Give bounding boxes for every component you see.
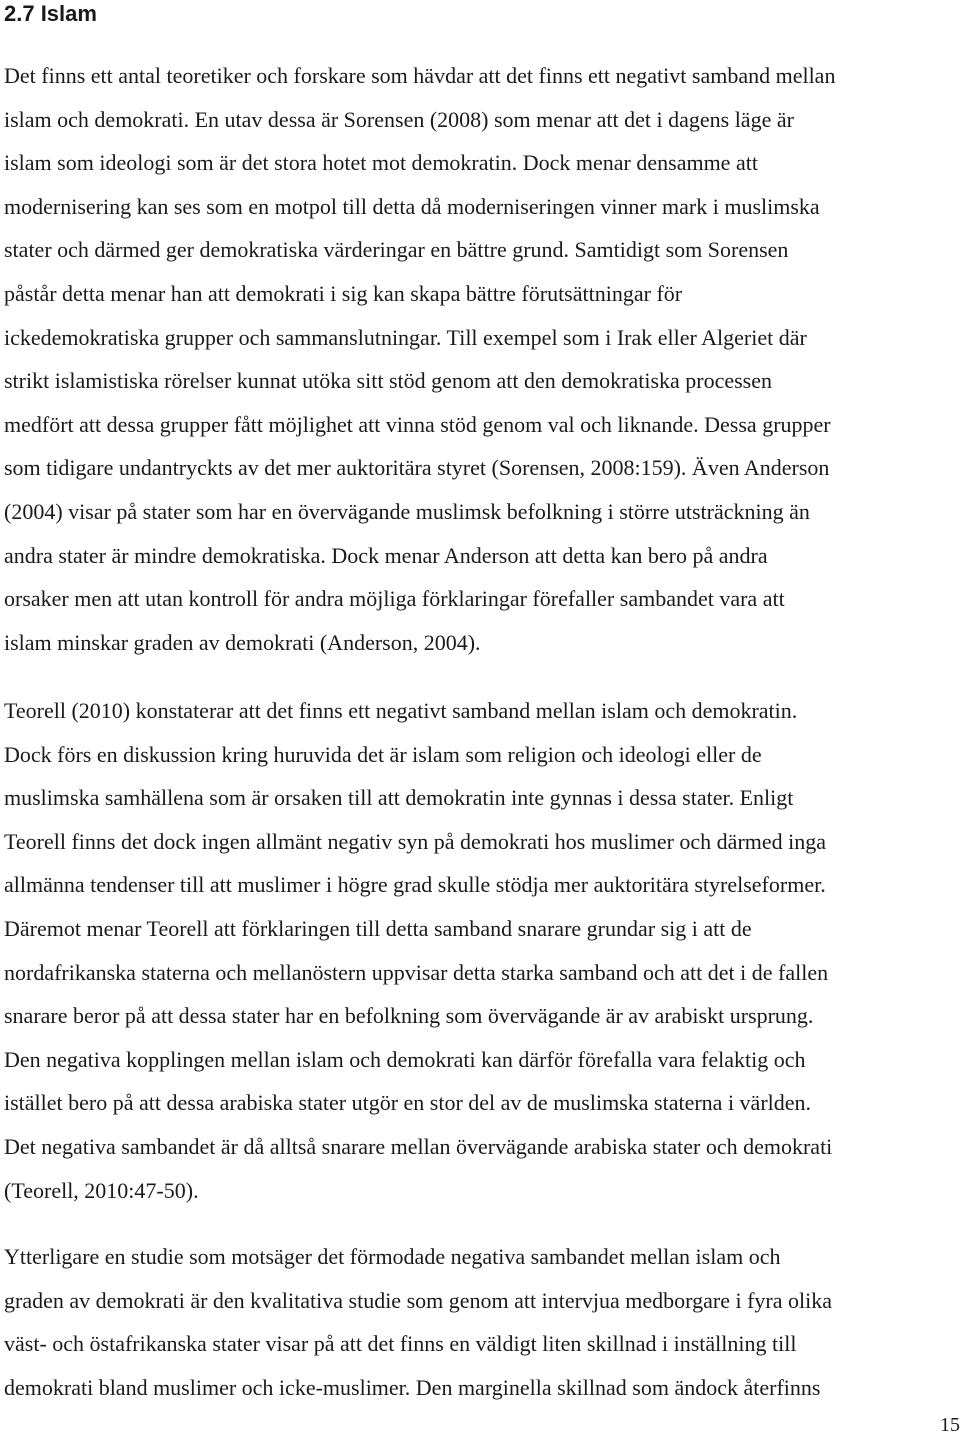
- paragraph-line: (Teorell, 2010:47-50).: [4, 1177, 199, 1203]
- paragraph-line: påstår detta menar han att demokrati i sig kan skapa bättre förutsättningar för: [4, 280, 683, 306]
- paragraph-line: islam och demokrati. En utav dessa är Sorensen (2008) som menar att det i dagens läge är: [4, 106, 794, 132]
- paragraph-line: modernisering kan ses som en motpol till detta då moderniseringen vinner mark i muslimska: [4, 193, 820, 219]
- paragraph-line: Ytterligare en studie som motsäger det förmodade negativa sambandet mellan islam och: [4, 1244, 781, 1269]
- paragraph-line: Den negativa kopplingen mellan islam och demokrati kan därför förefalla vara felaktig och: [4, 1046, 806, 1072]
- page-number: 15: [940, 1414, 960, 1436]
- paragraph-line: (2004) visar på stater som har en övervägande muslimsk befolkning i större utsträckning än: [4, 498, 810, 524]
- paragraph-line: Det negativa sambandet är då alltså snarare mellan övervägande arabiska stater och demokrati: [4, 1133, 833, 1159]
- paragraph-line: Däremot menar Teorell att förklaringen till detta samband snarare grundar sig i att de: [4, 915, 752, 941]
- paragraph-line: Det finns ett antal teoretiker och forskare som hävdar att det finns ett negativt samband mellan: [4, 63, 836, 88]
- paragraph-line: allmänna tendenser till att muslimer i högre grad skulle stödja mer auktoritära styrelseformer.: [4, 872, 826, 898]
- paragraph-3: [4, 1235, 832, 1409]
- paragraph-line: andra stater är mindre demokratiska. Dock menar Anderson att detta kan bero på andra: [4, 542, 768, 568]
- paragraph-line: muslimska samhällena som är orsaken till att demokratin inte gynnas i dessa stater. Enligt: [4, 785, 794, 811]
- section-heading: 2.7 Islam: [4, 1, 97, 26]
- paragraph-line: demokrati bland muslimer och icke-muslimer. Den marginella skillnad som ändock återfinns: [4, 1374, 821, 1400]
- paragraph-line: graden av demokrati är den kvalitativa studie som genom att intervjua medborgare i fyra olika: [4, 1287, 832, 1313]
- paragraph-line: ickedemokratiska grupper och sammanslutningar. Till exempel som i Irak eller Algeriet där: [4, 324, 807, 350]
- paragraph-line: Dock förs en diskussion kring huruvida det är islam som religion och ideologi eller de: [4, 741, 762, 767]
- paragraph-line: nordafrikanska staterna och mellanöstern uppvisar detta starka samband och att det i de fallen: [4, 959, 829, 985]
- paragraph-line: orsaker men att utan kontroll för andra möjliga förklaringar förefaller sambandet vara att: [4, 586, 785, 612]
- paragraph-line: Teorell (2010) konstaterar att det finns ett negativt samband mellan islam och demokratin.: [4, 698, 798, 723]
- paragraph-line: istället bero på att dessa arabiska stater utgör en stor del av de muslimska staterna i världen.: [4, 1090, 812, 1116]
- paragraph-line: Teorell finns det dock ingen allmänt negativ syn på demokrati hos muslimer och därmed inga: [4, 828, 827, 854]
- paragraph-line: som tidigare undantryckts av det mer auktoritära styret (Sorensen, 2008:159). Även Anderson: [4, 455, 830, 481]
- paragraph-line: islam minskar graden av demokrati (Anderson, 2004).: [4, 629, 481, 655]
- paragraph-2: [4, 689, 832, 1212]
- paragraph-line: snarare beror på att dessa stater har en befolkning som övervägande är av arabiskt ursprung.: [4, 1003, 814, 1029]
- paragraph-line: islam som ideologi som är det stora hotet mot demokratin. Dock menar densamme att: [4, 150, 758, 176]
- paragraph-line: medfört att dessa grupper fått möjlighet att vinna stöd genom val och liknande. Dessa grupper: [4, 411, 831, 437]
- paragraph-line: strikt islamistiska rörelser kunnat utöka sitt stöd genom att den demokratiska processen: [4, 368, 773, 394]
- paragraph-1: [4, 54, 835, 664]
- paragraph-line: stater och därmed ger demokratiska värderingar en bättre grund. Samtidigt som Sorensen: [4, 237, 789, 263]
- paragraph-line: väst- och östafrikanska stater visar på att det finns en väldigt liten skillnad i inställning till: [4, 1331, 797, 1357]
